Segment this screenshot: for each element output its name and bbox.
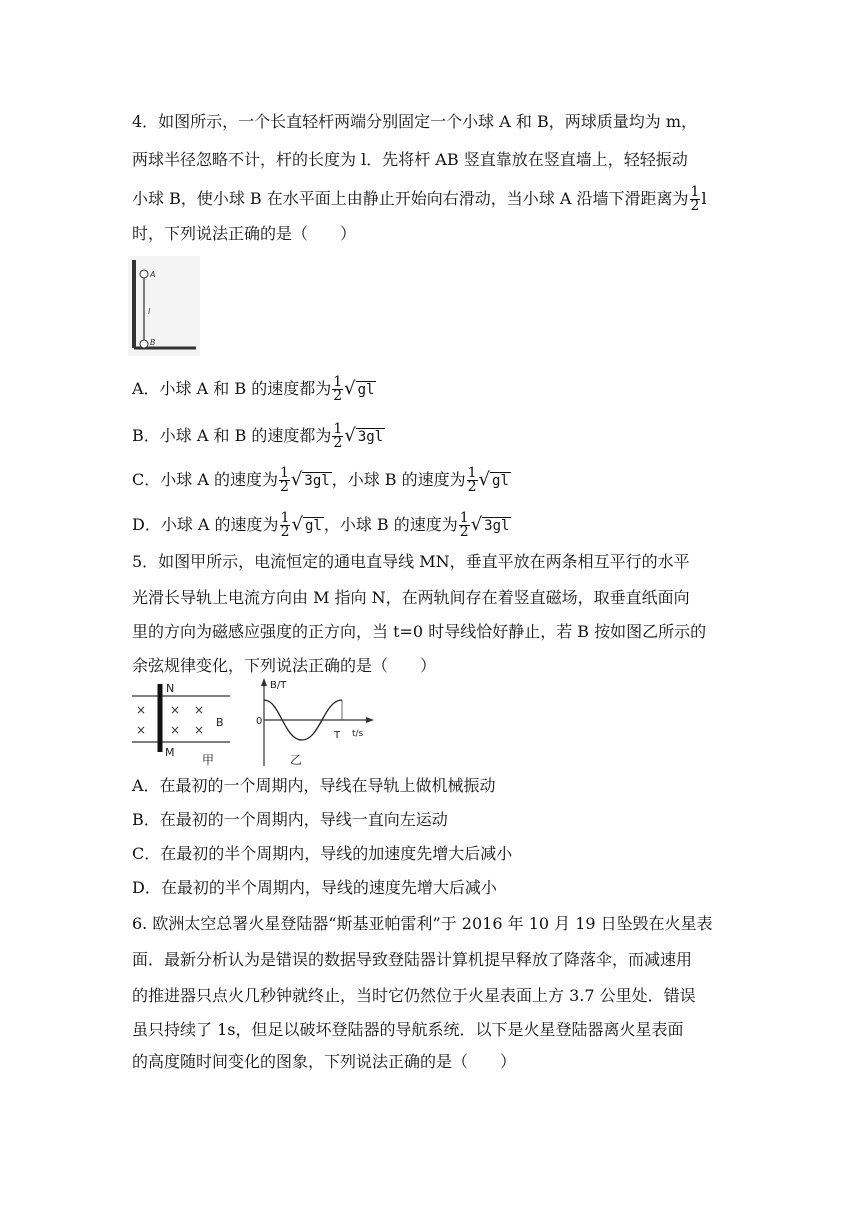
option-text: A．小球 A 和 B 的速度都为 — [132, 379, 332, 398]
fraction-numerator: 1 — [280, 510, 290, 526]
q4-option-d — [132, 512, 511, 539]
sqrt-expression: √ 3gl — [470, 514, 510, 535]
fraction-numerator: 1 — [279, 465, 289, 481]
cross-mark: × — [194, 723, 205, 737]
ball-b — [140, 340, 148, 348]
q4-rod-figure — [128, 256, 200, 356]
q4-option-b — [132, 423, 385, 450]
half-fraction — [280, 512, 291, 539]
sqrt-expression: √ 3gl — [290, 469, 330, 490]
q4-line-1: 4．如图所示，一个长直轻杆两端分别固定一个小球 A 和 B，两球质量均为 m， — [132, 112, 698, 131]
q6-line-1: 6. 欧洲太空总署火星登陆器“斯基亚帕雷利”于 2016 年 10 月 19 日坠毁在火星表 — [132, 914, 713, 933]
label-a: A — [150, 270, 156, 279]
q5-option-b: B．在最初的一个周期内，导线一直向左运动 — [132, 810, 448, 829]
label-l: l — [148, 307, 151, 316]
fraction-denominator: 2 — [280, 524, 290, 540]
q5-line-1: 5．如图甲所示，电流恒定的通电直导线 MN，垂直平放在两条相互平行的水平 — [132, 552, 690, 571]
label-m: M — [165, 746, 175, 759]
sqrt-radicand: gl — [492, 473, 509, 489]
cross-mark: × — [136, 703, 147, 717]
cross-mark: × — [194, 703, 205, 717]
label-b: B — [150, 338, 156, 347]
q4-line-3-tail: l — [701, 189, 707, 208]
sqrt-radicand: gl — [304, 518, 322, 534]
cross-mark: × — [170, 703, 181, 717]
cross-mark: × — [170, 723, 181, 737]
fraction-numerator: 1 — [333, 374, 343, 390]
q4-option-a — [132, 376, 376, 403]
x-axis-arrow — [366, 717, 374, 723]
label-n: N — [166, 682, 175, 695]
origin-label: 0 — [256, 716, 263, 727]
sqrt-expression: √ gl — [344, 378, 375, 399]
q6-line-4: 虽只持续了 1s，但足以破坏登陆器的导航系统．以下是火星登陆器离火星表面 — [132, 1020, 684, 1039]
y-axis-arrow — [261, 678, 267, 686]
q4-line-4: 时，下列说法正确的是（ ） — [132, 224, 357, 243]
q5-figure-jia — [132, 680, 232, 770]
y-axis-label: B/T — [270, 680, 287, 691]
fraction-denominator: 2 — [459, 524, 469, 540]
fraction-numerator: 1 — [333, 421, 343, 437]
option-text: D．小球 A 的速度为 — [132, 515, 279, 534]
fraction-numerator: 1 — [459, 510, 469, 526]
half-fraction — [332, 423, 343, 450]
x-axis-label: t/s — [352, 729, 364, 739]
option-text: C．小球 A 的速度为 — [132, 470, 278, 489]
sqrt-radicand: gl — [357, 382, 375, 398]
half-fraction — [279, 467, 290, 494]
option-text: B．小球 A 和 B 的速度都为 — [132, 426, 332, 445]
q5-line-2: 光滑长导轨上电流方向由 M 指向 N，在两轨间存在着竖直磁场，取垂直纸面向 — [132, 588, 690, 607]
q6-line-3: 的推进器只点火几秒钟就终止，当时它仍然位于火星表面上方 3.7 公里处．错误 — [132, 986, 696, 1005]
q4-line-3-text: 小球 B，使小球 B 在水平面上由静止开始向右滑动，当小球 A 沿墙下滑距离为 — [132, 189, 689, 208]
q5-option-d: D．在最初的半个周期内，导线的速度先增大后减小 — [132, 878, 497, 897]
q5-line-4: 余弦规律变化，下列说法正确的是（ ） — [132, 656, 437, 675]
caption-jia: 甲 — [202, 753, 215, 767]
q5-option-a: A．在最初的一个周期内，导线在导轨上做机械振动 — [132, 776, 496, 795]
q5-line-3: 里的方向为磁感应强度的正方向，当 t=0 时导线恰好静止，若 B 按如图乙所示的 — [132, 622, 707, 641]
fraction-denominator: 2 — [333, 435, 343, 451]
half-fraction — [459, 512, 470, 539]
q4-line-2: 两球半径忽略不计，杆的长度为 l．先将杆 AB 竖直靠放在竖直墙上，轻轻振动 — [132, 150, 688, 169]
ball-a — [140, 270, 148, 278]
fraction-numerator: 1 — [467, 465, 477, 481]
sqrt-radicand: 3gl — [484, 518, 510, 534]
q4-option-c — [132, 467, 511, 494]
fraction-numerator: 1 — [690, 184, 700, 200]
fraction-denominator: 2 — [279, 479, 289, 495]
caption-yi: 乙 — [290, 753, 303, 767]
q4-fraction — [690, 186, 701, 213]
sqrt-expression: √ 3gl — [344, 425, 384, 446]
option-mid-text: ，小球 B 的速度为 — [331, 470, 466, 489]
q5-figure-yi — [250, 676, 374, 770]
cross-mark: × — [136, 723, 147, 737]
half-fraction — [332, 376, 343, 403]
sqrt-expression: √ gl — [291, 514, 322, 535]
sqrt-radicand: 3gl — [304, 473, 330, 489]
label-b: B — [216, 716, 224, 729]
fraction-denominator: 2 — [333, 388, 343, 404]
q6-line-2: 面．最新分析认为是错误的数据导致登陆器计算机提早释放了降落伞，而减速用 — [132, 950, 693, 969]
sqrt-radicand: 3gl — [357, 429, 384, 445]
sqrt-expression: √ gl — [478, 469, 509, 490]
fraction-denominator: 2 — [690, 198, 700, 214]
period-label: T — [334, 730, 341, 741]
half-fraction — [467, 467, 478, 494]
option-mid-text: ，小球 B 的速度为 — [323, 515, 458, 534]
q6-line-5: 的高度随时间变化的图象，下列说法正确的是（ ） — [132, 1052, 517, 1071]
fraction-denominator: 2 — [467, 479, 477, 495]
q5-option-c: C．在最初的半个周期内，导线的加速度先增大后减小 — [132, 844, 513, 863]
q4-line-3 — [132, 186, 707, 213]
